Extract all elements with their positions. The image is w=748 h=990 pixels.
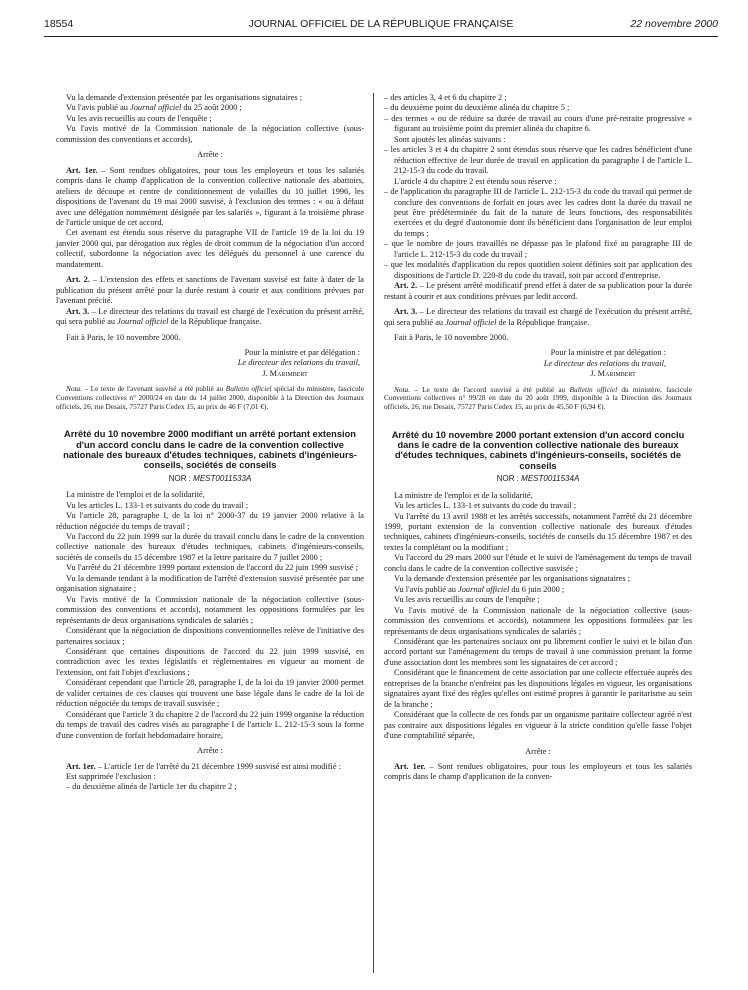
arrete-heading: Arrête : xyxy=(197,150,223,160)
arrete-heading: Arrête : xyxy=(525,746,551,756)
paragraph: Vu l'arrêté du 13 avril 1988 et les arrêtés successifs, notamment l'arrêté du 21 décembre 1999, portant extension de la convention collective nationale des bureaux d'études techniques, cabinets d'ingénieurs-conseils, sociétés de conseils du 15 décembre 1987 et des textes la complétant ou la modifiant ; xyxy=(384,511,692,552)
article: Art. 3. – Le directeur des relations du travail est chargé de l'exécution du présent arrêté, qui sera publié au Journal officiel de la République française. xyxy=(384,307,693,327)
journal-title: JOURNAL OFFICIEL DE LA RÉPUBLIQUE FRANÇAISE xyxy=(248,18,514,30)
article: Art. 1er. – Sont rendues obligatoires, pour tous les employeurs et tous les salariés compris dans le champ d'application de la convention collective nationale des abattoirs, ateliers de découpe et centre de conditionnement de volailles du 10 juillet 1996, les dispositions de l'avenant du 19 mai 2000 susvisé, à l'exclusion des termes : « ou à défaut avec une délégation nommément désignée par les salariés », figurant à la troisième phrase de l'article unique de cet accord. xyxy=(56,165,364,227)
nota: Nota. – Le texte de l'accord susvisé a été publié au Bulletin officiel du ministère, fascicule Conventions collectives n° 99/28 en date du 20 août 1999, disponible à la Direction des Journaux officiels, 26, rue Desaix, 75727 Paris Cedex 15, au prix de 45,50 F (6,94 €). xyxy=(384,384,692,411)
list-item: – de l'application du paragraphe III de l'article L. 212-15-3 du code du travail qui permet de conclure des conventions de forfait en jours avec les cadres dont la durée du travail ne peut être prédéterminée du fait de la nature de leurs fonctions, des responsabilités exercées et du degré d'autonomie dont ils bénéficient dans l'organisation de leur emploi du temps ; xyxy=(384,187,692,238)
right-column xyxy=(384,93,692,783)
list-item: – que les modalités d'application du repos quotidien soient définies soit par application des dispositions de l'article D. 220-8 du code du travail, soit par accord d'entreprise. xyxy=(384,260,692,280)
paragraph: La ministre de l'emploi et de la solidarité, xyxy=(394,490,533,500)
decree-title: Arrêté du 10 novembre 2000 modifiant un arrêté portant extension d'un accord conclu dans le cadre de la convention collective nationale des bureaux d'études techniques, cabinets d'ingénieurs-conseils, sociétés de conseils xyxy=(63,429,357,471)
paragraph: L'article 4 du chapitre 2 est étendu sous réserve : xyxy=(394,176,557,186)
nota: Nota. – Le texte de l'avenant susvisé a été publié au Bulletin officiel spécial du ministère, fascicule Conventions collectives n° 2000/24 en date du 14 juillet 2000, disponible à la Direction des Journaux officiels, 26, rue Desaix, 75727 Paris Cedex 15, au prix de 46 F (7,01 €). xyxy=(56,384,364,411)
left-column xyxy=(56,93,364,793)
nor-reference: NOR : MEST0011533A xyxy=(168,473,252,483)
article: Art. 3. – Le directeur des relations du travail est chargé de l'exécution du présent arrêté, qui sera publié au Journal officiel de la République française. xyxy=(56,306,365,327)
paragraph: Vu l'avis motivé de la Commission nationale de la négociation collective (sous-commission des conventions et accords), xyxy=(56,124,364,144)
paragraph: Vu les articles L. 133-1 et suivants du code du travail ; xyxy=(66,500,249,510)
paragraph: Vu l'article 28, paragraphe I, de la loi n° 2000-37 du 19 janvier 2000 relative à la réduction négociée du temps de travail ; xyxy=(56,511,364,531)
signature-line: Pour la ministre et par délégation : xyxy=(550,348,666,358)
paragraph: Vu la demande d'extension présentée par les organisations signataires ; xyxy=(394,574,631,584)
paragraph: Vu l'avis motivé de la Commission nationale de la négociation collective (sous-commission des conventions et accords), notamment les oppositions formulées par les représentants de deux organisations syndicales de salariés ; xyxy=(56,594,364,625)
list-item: – que le nombre de jours travaillés ne dépasse pas le plafond fixé au paragraphe III de l'article L. 212-15-3 du code du travail ; xyxy=(384,239,692,259)
paragraph: Vu l'accord du 29 mars 2000 sur l'étude et le suivi de l'aménagement du temps de travail conclu dans le cadre de la convention collective susvisée ; xyxy=(384,553,692,573)
header-rule xyxy=(44,36,718,37)
paragraph: Vu les avis recueillis au cours de l'enquête ; xyxy=(66,113,212,123)
signature-title: Le directeur des relations du travail, xyxy=(543,358,666,368)
article: Art. 2. – L'extension des effets et sanctions de l'avenant susvisé est faite à dater de la publication du présent arrêté pour la durée restant à courir et aux conditions prévues par l'avenant précité. xyxy=(56,275,365,306)
paragraph: Est supprimée l'exclusion : xyxy=(66,771,156,781)
paragraph: Vu l'avis motivé de la Commission nationale de la négociation collective (sous-commission des conventions et accords), notamment les oppositions formulées par les représentants de deux organisations syndicales de salariés ; xyxy=(384,605,692,636)
list-item: – du deuxième point du deuxième alinéa du chapitre 5 ; xyxy=(384,103,570,113)
paragraph: Vu la demande d'extension présentée par les organisations signataires ; xyxy=(66,93,303,102)
signature-title: Le directeur des relations du travail, xyxy=(237,358,360,368)
arrete-heading: Arrête : xyxy=(197,746,223,756)
signing-place-date: Fait à Paris, le 10 novembre 2000. xyxy=(66,332,181,342)
paragraph: Considérant que la collecte de ces fonds par un organisme paritaire collecteur agréé n'est pas contraire aux dispositions légales en vigueur à la stricte condition qu'elle fasse l'objet d'une comptabilité séparée, xyxy=(384,710,692,741)
paragraph: La ministre de l'emploi et de la solidarité, xyxy=(66,490,205,500)
page-header xyxy=(44,18,718,34)
article: Art. 2. – Le présent arrêté modificatif prend effet à dater de sa publication pour la durée restant à courir et aux conditions prévues par ledit accord. xyxy=(384,281,692,301)
column-divider xyxy=(373,93,374,973)
page-number: 18554 xyxy=(44,18,74,30)
decree-title: Arrêté du 10 novembre 2000 portant extension d'un accord conclu dans le cadre de la convention collective nationale des bureaux d'études techniques, cabinets d'ingénieurs-conseils, sociétés de conseils xyxy=(391,429,685,471)
paragraph: Vu les avis recueillis au cours de l'enquête ; xyxy=(394,595,540,605)
paragraph: Considérant que certaines dispositions de l'accord du 22 juin 1999 susvisé, en contradiction avec les textes législatifs et réglementaires en vigueur au moment de l'extension, ont fait l'objet d'exclusions ; xyxy=(56,646,364,677)
article: Art. 1er. – Sont rendues obligatoires, pour tous les employeurs et tous les salariés compris dans le champ d'application de la conven- xyxy=(384,761,692,782)
paragraph: Vu la demande tendant à la modification de l'arrêté d'extension susvisé présentée par une organisation signataire ; xyxy=(56,573,364,594)
paragraph: Cet avenant est étendu sous réserve du paragraphe VII de l'article 19 de la loi du 19 janvier 2000 qui, par dérogation aux règles de droit commun de la négociation d'un accord collectif, subordonne la négociation avec les délégués du personnel à une carence du mandatement. xyxy=(56,228,364,269)
paragraph: Considérant que les partenaires sociaux ont pu librement confier le suivi et le bilan d'un accord portant sur l'aménagement du temps de travail à une commission prenant la forme d'une association dont les membres sont les signataires de cet accord ; xyxy=(384,636,692,667)
paragraph: Considérant que la négociation de dispositions conventionnelles relève de l'initiative des partenaires sociaux ; xyxy=(56,626,364,646)
paragraph: Vu l'avis publié au Journal officiel du 6 juin 2000 ; xyxy=(394,584,565,594)
signing-place-date: Fait à Paris, le 10 novembre 2000. xyxy=(394,332,509,342)
signatory: J. Marimbert xyxy=(590,369,636,379)
paragraph: Vu les articles L. 133-1 et suivants du code du travail ; xyxy=(394,501,577,511)
issue-date: 22 novembre 2000 xyxy=(630,18,718,30)
signature-line: Pour la ministre et par délégation : xyxy=(244,347,360,357)
paragraph: Vu l'avis publié au Journal officiel du 25 août 2000 ; xyxy=(66,103,242,113)
list-item: – des termes « ou de réduire sa durée de travail au cours d'une pré-retraite progressive » figurant au troisième point du premier alinéa du chapitre 6. xyxy=(384,113,692,134)
paragraph: Sont ajoutés les alinéas suivants : xyxy=(394,134,506,144)
article: Art. 1er. – L'article 1er de l'arrêté du 21 décembre 1999 susvisé est ainsi modifié : xyxy=(66,761,341,771)
paragraph: Considérant que le financement de cette association par une collecte effectuée auprès des entreprises de la branche n'enfreint pas les dispositions légales en vigueur, les organisations signataires ayant fixé des règles qu'elles ont estimé propres à garantir le paritarisme au sein de la branche ; xyxy=(384,668,692,709)
nor-reference: NOR : MEST0011534A xyxy=(496,474,580,484)
signatory: J. Marimbert xyxy=(262,368,308,378)
list-item: – les articles 3 et 4 du chapitre 2 sont étendus sous réserve que les cadres bénéficient d'une réduction effective de leur durée de travail en application du paragraphe I de l'article L. 212-15-3 du code du travail. xyxy=(384,145,692,176)
paragraph: Vu l'accord du 22 juin 1999 sur la durée du travail conclu dans le cadre de la convention collective nationale des bureaux d'études techniques, cabinets d'ingénieurs-conseils, sociétés de conseils du 15 décembre 1987 et la lettre paritaire du 7 juillet 2000 ; xyxy=(56,532,364,562)
paragraph: Considérant cependant que l'article 28, paragraphe I, de la loi du 19 janvier 2000 permet de valider certaines de ces clauses qui trouvent une base légale dans le cadre de la loi de réduction négociée du temps de travail susvisée ; xyxy=(56,678,364,709)
list-item: – du deuxième alinéa de l'article 1er du chapitre 2 ; xyxy=(66,782,237,792)
paragraph: Considérant que l'article 3 du chapitre 2 de l'accord du 22 juin 1999 organise la réduction du temps de travail des cadres visés au paragraphe I de l'article L. 212-15-3 sous la forme d'une convention de forfait hebdomadaire horaire, xyxy=(56,709,364,740)
paragraph: Vu l'arrêté du 21 décembre 1999 portant extension de l'accord du 22 juin 1999 susvisé ; xyxy=(66,563,358,573)
list-item: – des articles 3, 4 et 6 du chapitre 2 ; xyxy=(384,93,507,102)
